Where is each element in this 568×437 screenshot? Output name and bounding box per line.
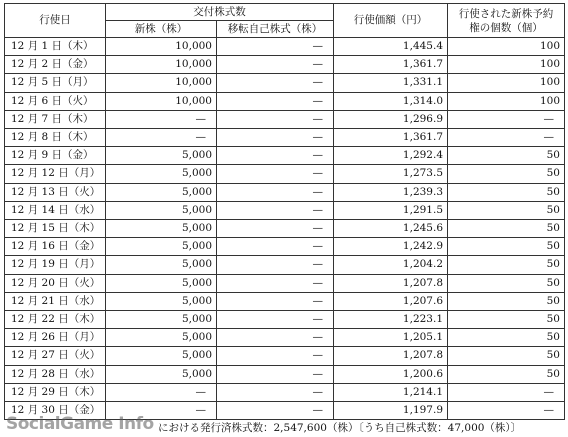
new-shares-cell: 5,000 (106, 311, 217, 329)
table-body (5, 38, 565, 420)
treasury-shares-cell: — (217, 201, 334, 219)
new-shares-cell: 5,000 (106, 147, 217, 165)
rights-exercised-cell: 50 (448, 147, 565, 165)
table-row (5, 56, 565, 74)
rights-exercised-cell: — (448, 383, 565, 401)
table-row (5, 220, 565, 238)
exercise-table (4, 3, 565, 420)
header-date: 行使日 (5, 4, 106, 38)
rights-exercised-cell: 50 (448, 183, 565, 201)
exercise-price-cell: 1,207.6 (334, 292, 448, 310)
exercise-price-cell: 1,207.8 (334, 347, 448, 365)
table-row (5, 147, 565, 165)
date-cell: 12 月 9 日（金） (5, 147, 106, 165)
header-exercise-price: 行使価額（円） (334, 4, 448, 38)
treasury-shares-cell: — (217, 347, 334, 365)
table-row (5, 274, 565, 292)
rights-exercised-cell: 100 (448, 38, 565, 56)
treasury-shares-cell: — (217, 365, 334, 383)
date-cell: 12 月 5 日（月） (5, 74, 106, 92)
exercise-price-cell: 1,239.3 (334, 183, 448, 201)
footer-text: における発行済株式数：2,547,600（株）〔うち自己株式数：47,000（株）〕 (158, 422, 522, 434)
date-cell: 12 月 20 日（火） (5, 274, 106, 292)
date-cell: 12 月 30 日（金） (5, 402, 106, 420)
new-shares-cell: 5,000 (106, 347, 217, 365)
new-shares-cell: 5,000 (106, 256, 217, 274)
footer-note (8, 420, 521, 435)
treasury-shares-cell: — (217, 220, 334, 238)
new-shares-cell: 10,000 (106, 38, 217, 56)
date-cell: 12 月 2 日（金） (5, 56, 106, 74)
rights-exercised-cell: — (448, 402, 565, 420)
date-cell: 12 月 12 日（月） (5, 165, 106, 183)
table-row (5, 38, 565, 56)
new-shares-cell: — (106, 402, 217, 420)
date-cell: 12 月 6 日（火） (5, 92, 106, 110)
exercise-price-cell: 1,296.9 (334, 110, 448, 128)
treasury-shares-cell: — (217, 147, 334, 165)
table-row (5, 165, 565, 183)
rights-exercised-cell: — (448, 129, 565, 147)
table-row (5, 201, 565, 219)
rights-exercised-cell: 50 (448, 365, 565, 383)
date-cell: 12 月 15 日（木） (5, 220, 106, 238)
new-shares-cell: 5,000 (106, 365, 217, 383)
treasury-shares-cell: — (217, 56, 334, 74)
exercise-price-cell: 1,214.1 (334, 383, 448, 401)
treasury-shares-cell: — (217, 329, 334, 347)
date-cell: 12 月 28 日（水） (5, 365, 106, 383)
exercise-price-cell: 1,207.8 (334, 274, 448, 292)
date-cell: 12 月 29 日（木） (5, 383, 106, 401)
exercise-price-cell: 1,445.4 (334, 38, 448, 56)
header-new-shares: 新株（株） (106, 21, 217, 38)
watermark-logo: SocialGame Info (6, 414, 154, 434)
treasury-shares-cell: — (217, 183, 334, 201)
table-row (5, 110, 565, 128)
rights-exercised-cell: 50 (448, 238, 565, 256)
exercise-price-cell: 1,331.1 (334, 74, 448, 92)
exercise-price-cell: 1,204.2 (334, 256, 448, 274)
table-row (5, 238, 565, 256)
date-cell: 12 月 16 日（金） (5, 238, 106, 256)
rights-exercised-cell: 50 (448, 311, 565, 329)
table-row (5, 183, 565, 201)
rights-exercised-cell: 50 (448, 201, 565, 219)
treasury-shares-cell: — (217, 110, 334, 128)
table-row (5, 365, 565, 383)
date-cell: 12 月 1 日（木） (5, 38, 106, 56)
table-row (5, 329, 565, 347)
header-rights-exercised: 行使された新株予約権の個数（個） (448, 4, 565, 38)
table-row (5, 383, 565, 401)
table-row (5, 292, 565, 310)
rights-exercised-cell: 50 (448, 165, 565, 183)
date-cell: 12 月 8 日（木） (5, 129, 106, 147)
exercise-price-cell: 1,273.5 (334, 165, 448, 183)
table-row (5, 74, 565, 92)
exercise-price-cell: 1,361.7 (334, 56, 448, 74)
treasury-shares-cell: — (217, 165, 334, 183)
new-shares-cell: 10,000 (106, 56, 217, 74)
new-shares-cell: 5,000 (106, 274, 217, 292)
exercise-price-cell: 1,291.5 (334, 201, 448, 219)
treasury-shares-cell: — (217, 256, 334, 274)
new-shares-cell: 5,000 (106, 183, 217, 201)
treasury-shares-cell: — (217, 292, 334, 310)
header-shares-group: 交付株式数 (106, 4, 334, 21)
exercise-price-cell: 1,223.1 (334, 311, 448, 329)
rights-exercised-cell: 100 (448, 56, 565, 74)
treasury-shares-cell: — (217, 92, 334, 110)
header-treasury-shares: 移転自己株式（株） (217, 21, 334, 38)
rights-exercised-cell: 50 (448, 256, 565, 274)
exercise-price-cell: 1,314.0 (334, 92, 448, 110)
treasury-shares-cell: — (217, 238, 334, 256)
rights-exercised-cell: 50 (448, 274, 565, 292)
exercise-price-cell: 1,205.1 (334, 329, 448, 347)
table-row (5, 347, 565, 365)
table-row (5, 256, 565, 274)
exercise-price-cell: 1,197.9 (334, 402, 448, 420)
table-row (5, 311, 565, 329)
table-row (5, 129, 565, 147)
rights-exercised-cell: 50 (448, 220, 565, 238)
new-shares-cell: — (106, 110, 217, 128)
table-row (5, 92, 565, 110)
date-cell: 12 月 22 日（木） (5, 311, 106, 329)
treasury-shares-cell: — (217, 311, 334, 329)
date-cell: 12 月 26 日（月） (5, 329, 106, 347)
treasury-shares-cell: — (217, 383, 334, 401)
rights-exercised-cell: 100 (448, 92, 565, 110)
new-shares-cell: 5,000 (106, 201, 217, 219)
new-shares-cell: 10,000 (106, 92, 217, 110)
date-cell: 12 月 21 日（水） (5, 292, 106, 310)
new-shares-cell: 5,000 (106, 292, 217, 310)
date-cell: 12 月 7 日（木） (5, 110, 106, 128)
exercise-price-cell: 1,361.7 (334, 129, 448, 147)
new-shares-cell: — (106, 129, 217, 147)
date-cell: 12 月 13 日（火） (5, 183, 106, 201)
treasury-shares-cell: — (217, 274, 334, 292)
new-shares-cell: 5,000 (106, 238, 217, 256)
date-cell: 12 月 19 日（月） (5, 256, 106, 274)
new-shares-cell: — (106, 383, 217, 401)
rights-exercised-cell: 50 (448, 329, 565, 347)
treasury-shares-cell: — (217, 74, 334, 92)
new-shares-cell: 5,000 (106, 220, 217, 238)
date-cell: 12 月 14 日（水） (5, 201, 106, 219)
new-shares-cell: 5,000 (106, 165, 217, 183)
treasury-shares-cell: — (217, 402, 334, 420)
exercise-price-cell: 1,292.4 (334, 147, 448, 165)
date-cell: 12 月 27 日（火） (5, 347, 106, 365)
new-shares-cell: 10,000 (106, 74, 217, 92)
treasury-shares-cell: — (217, 129, 334, 147)
treasury-shares-cell: — (217, 38, 334, 56)
rights-exercised-cell: — (448, 110, 565, 128)
rights-exercised-cell: 100 (448, 74, 565, 92)
rights-exercised-cell: 50 (448, 292, 565, 310)
exercise-price-cell: 1,200.6 (334, 365, 448, 383)
exercise-price-cell: 1,242.9 (334, 238, 448, 256)
exercise-price-cell: 1,245.6 (334, 220, 448, 238)
rights-exercised-cell: 50 (448, 347, 565, 365)
new-shares-cell: 5,000 (106, 329, 217, 347)
